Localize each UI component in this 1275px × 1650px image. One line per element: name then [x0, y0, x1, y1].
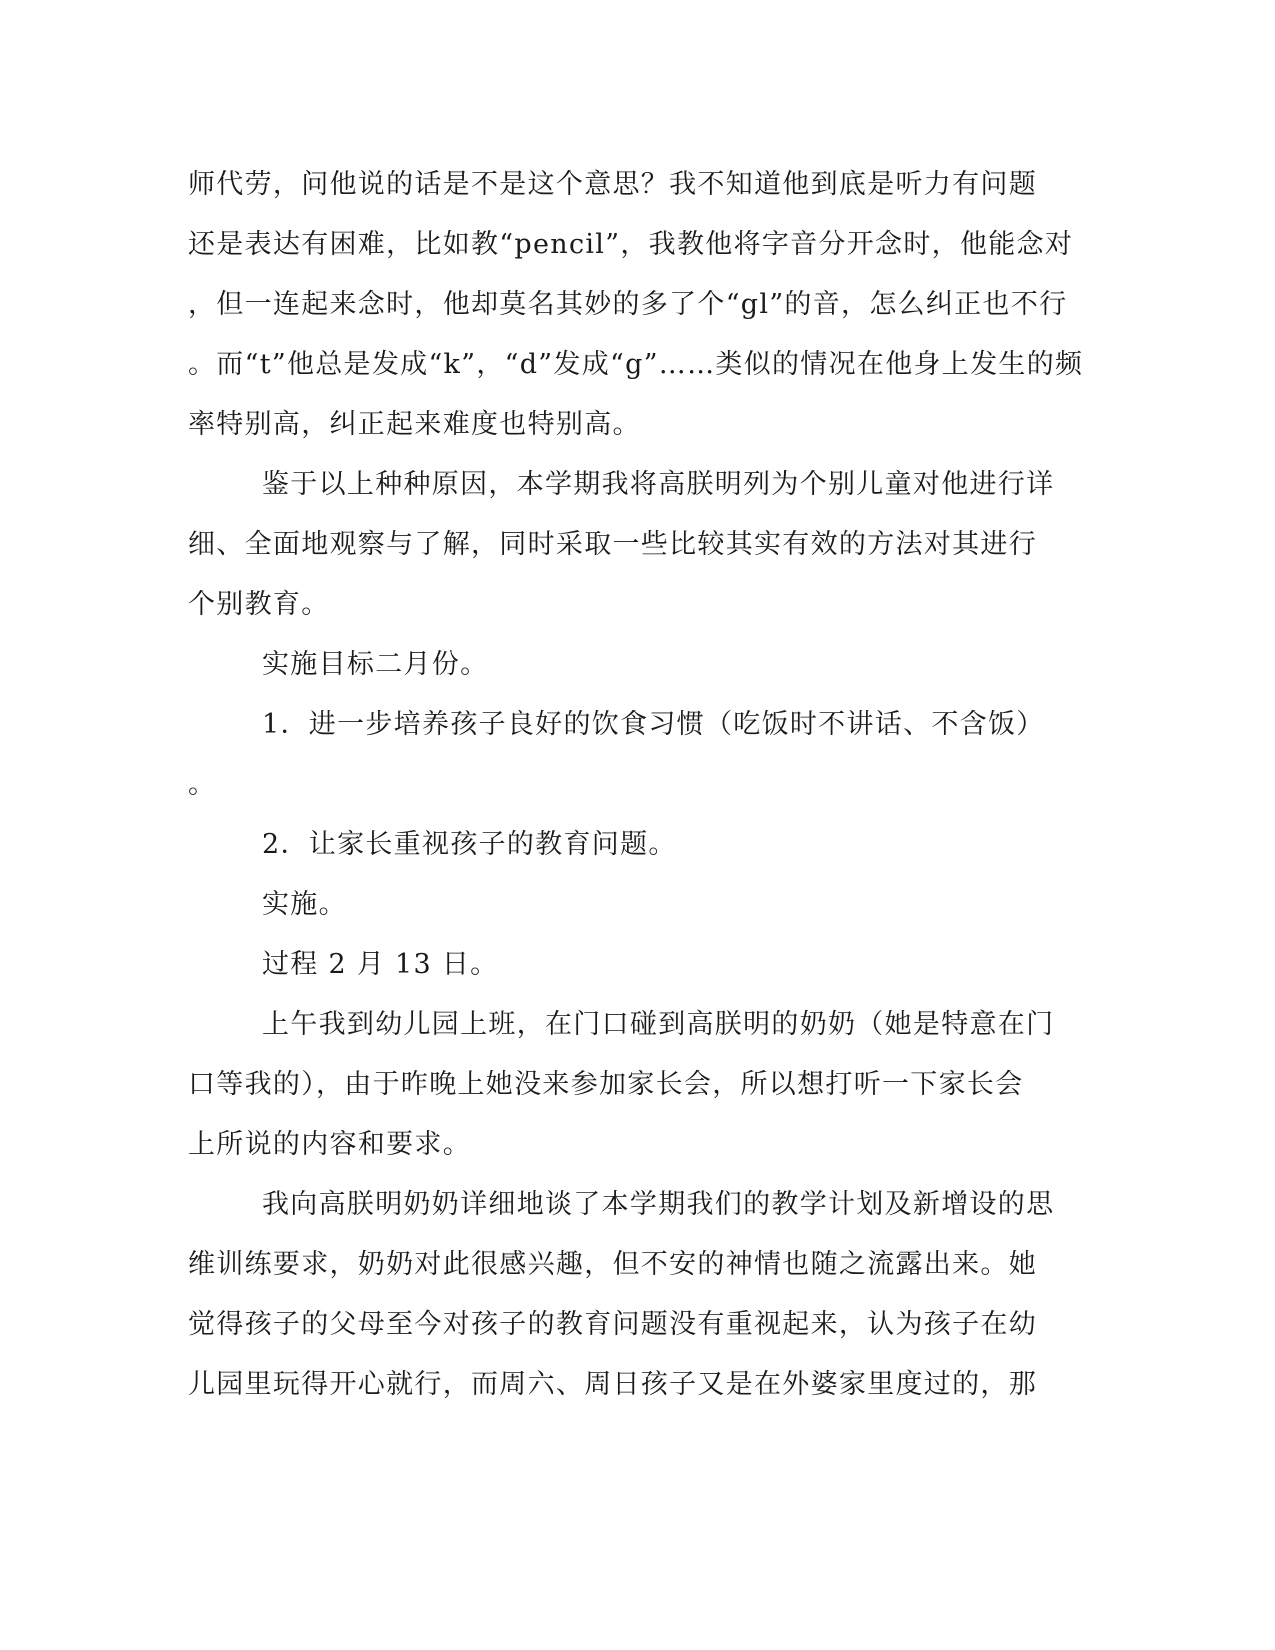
text-line: 上所说的内容和要求。: [188, 1129, 471, 1160]
text-line: 实施。: [262, 889, 347, 920]
text-line: 2．让家长重视孩子的教育问题。: [262, 829, 677, 860]
text-line: 率特别高，纠正起来难度也特别高。: [188, 409, 641, 440]
text-line: 实施目标二月份。: [262, 649, 489, 680]
text-line: 我向高朕明奶奶详细地谈了本学期我们的教学计划及新增设的思: [262, 1189, 1055, 1220]
text-line: 儿园里玩得开心就行，而周六、周日孩子又是在外婆家里度过的，那: [188, 1369, 1037, 1400]
text-line: 口等我的），由于昨晚上她没来参加家长会，所以想打听一下家长会: [188, 1069, 1024, 1100]
text-line: 细、全面地观察与了解，同时采取一些比较其实有效的方法对其进行: [188, 529, 1037, 560]
text-line: 过程 2 月 13 日。: [262, 949, 499, 980]
text-line: 。: [188, 769, 217, 800]
text-line: 觉得孩子的父母至今对孩子的教育问题没有重视起来，认为孩子在幼: [188, 1309, 1037, 1340]
text-line: 。而“t”他总是发成“k”，“d”发成“g”……类似的情况在他身上发生的频: [188, 349, 1084, 380]
text-line: ，但一连起来念时，他却莫名其妙的多了个“gl”的音，怎么纠正也不行: [188, 289, 1068, 320]
text-line: 1．进一步培养孩子良好的饮食习惯（吃饭时不讲话、不含饭）: [262, 709, 1045, 740]
text-line: 维训练要求，奶奶对此很感兴趣，但不安的神情也随之流露出来。她: [188, 1249, 1037, 1280]
text-line: 个别教育。: [188, 589, 330, 620]
text-line: 还是表达有困难，比如教“pencil”，我教他将字音分开念时，他能念对: [188, 229, 1074, 260]
text-line: 师代劳，问他说的话是不是这个意思？我不知道他到底是听力有问题: [188, 169, 1037, 200]
text-line: 上午我到幼儿园上班，在门口碰到高朕明的奶奶（她是特意在门: [262, 1009, 1055, 1040]
text-line: 鉴于以上种种原因，本学期我将高朕明列为个别儿童对他进行详: [262, 469, 1055, 500]
